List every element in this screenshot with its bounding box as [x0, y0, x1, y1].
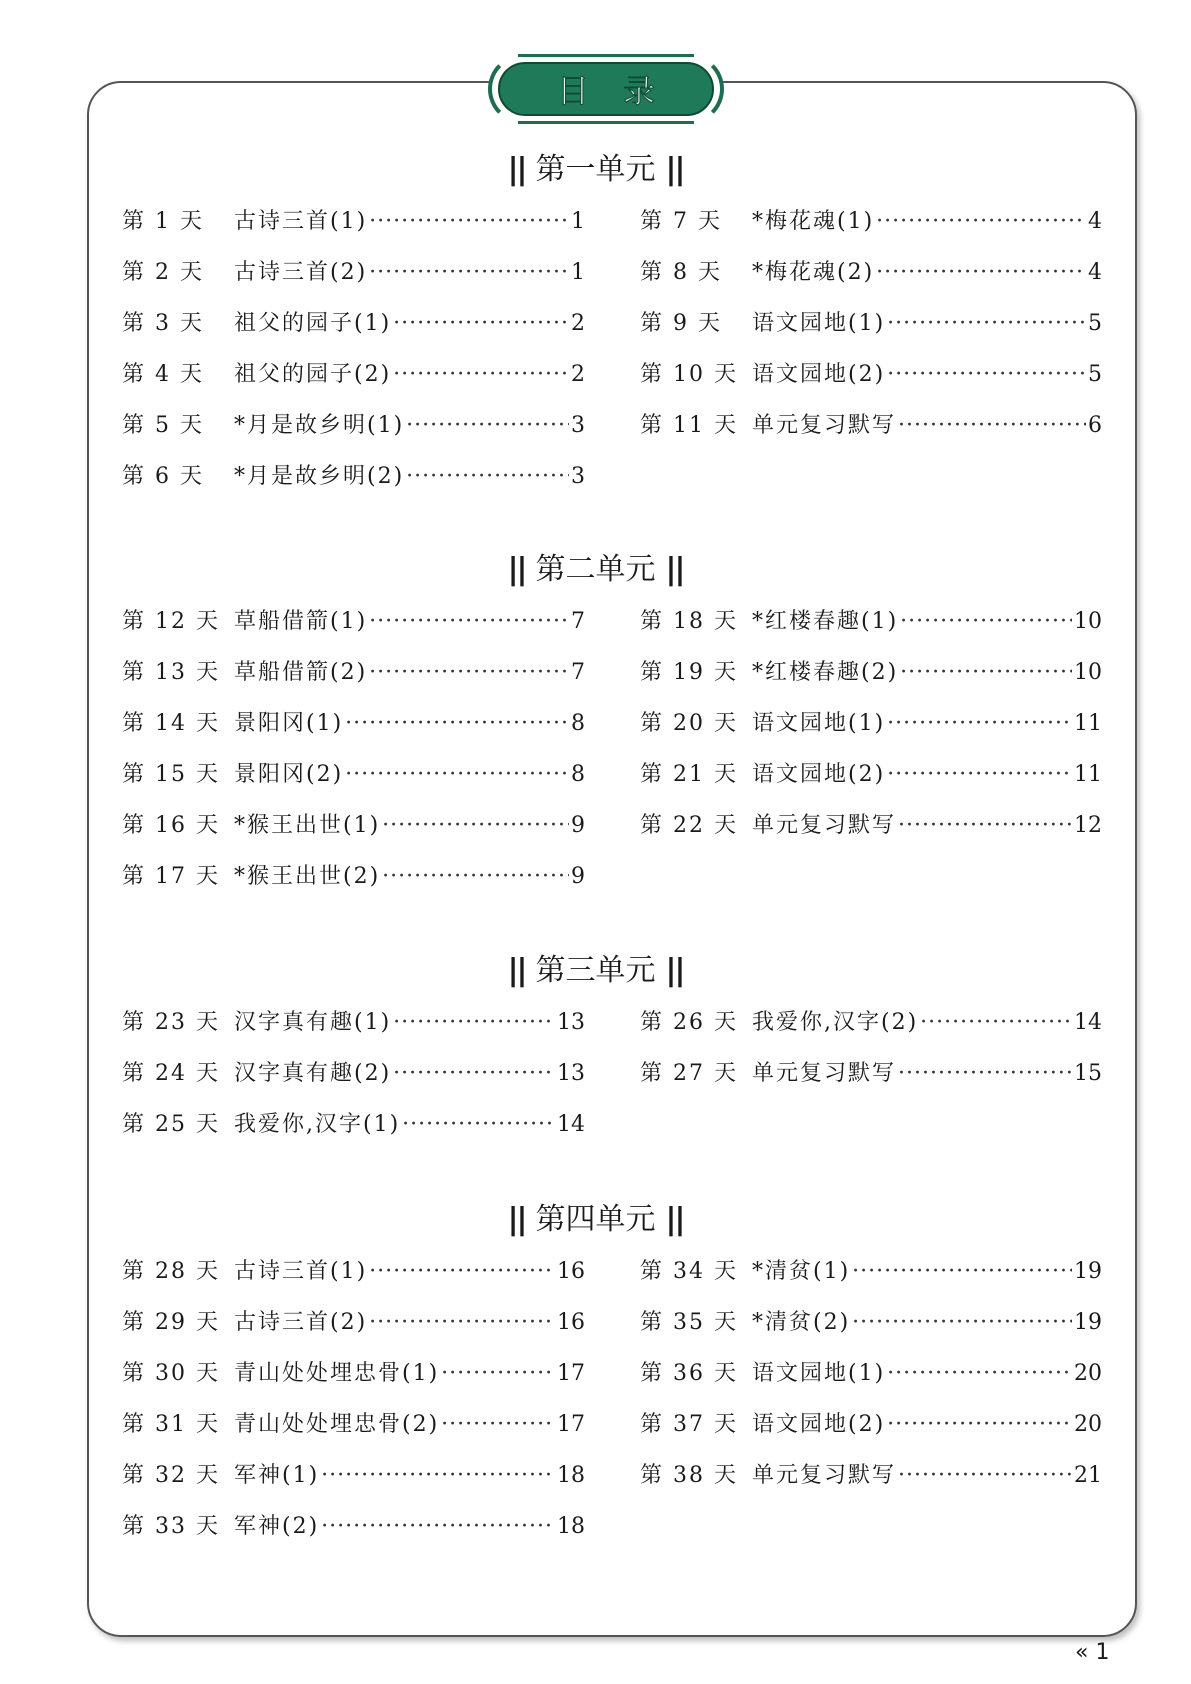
heading-bar-icon: ||: [507, 152, 526, 187]
toc-title: 单元复习默写: [752, 1061, 897, 1086]
toc-page: 19: [1074, 1259, 1102, 1284]
toc-column-right: [640, 1005, 1102, 1107]
heading-bar-icon: ||: [507, 552, 526, 587]
toc-day: 第 33 天: [122, 1514, 220, 1539]
unit-heading-text: 第二单元: [535, 552, 656, 587]
toc-entry[interactable]: [122, 604, 585, 655]
toc-leader-dots: [887, 1412, 1072, 1437]
toc-entry[interactable]: [640, 1305, 1102, 1356]
toc-page: 14: [557, 1112, 585, 1137]
toc-leader-dots: [345, 762, 569, 787]
toc-day: 第 37 天: [640, 1412, 738, 1437]
toc-title: 青山处处埋忠骨(2): [234, 1412, 440, 1437]
toc-title: *猴王出世(1): [234, 813, 381, 838]
toc-day: 第 21 天: [640, 762, 738, 787]
toc-day: 第 36 天: [640, 1361, 738, 1386]
toc-entry[interactable]: [122, 1005, 585, 1056]
toc-title: *梅花魂(2): [752, 260, 875, 285]
heading-bar-icon: ||: [507, 953, 526, 988]
toc-column-left: [122, 1005, 585, 1158]
toc-column-right: [640, 604, 1102, 859]
page-footer: [1075, 1640, 1109, 1665]
toc-title: 语文园地(1): [752, 1361, 886, 1386]
toc-page: 16: [557, 1259, 585, 1284]
toc-leader-dots: [898, 413, 1086, 438]
toc-title: 草船借箭(2): [234, 660, 368, 685]
toc-entry[interactable]: [122, 1458, 585, 1509]
toc-title: 语文园地(1): [752, 711, 886, 736]
toc-entry[interactable]: [122, 1356, 585, 1407]
title-char: 录: [623, 72, 656, 110]
toc-day: 第 32 天: [122, 1463, 220, 1488]
toc-day: 第 38 天: [640, 1463, 738, 1488]
toc-title: *月是故乡明(1): [234, 413, 405, 438]
toc-page: 10: [1074, 609, 1102, 634]
toc-day: 第 10 天: [640, 362, 738, 387]
toc-title: 单元复习默写: [752, 413, 897, 438]
toc-title: 语文园地(2): [752, 762, 886, 787]
heading-bar-icon: ||: [665, 552, 684, 587]
toc-page: 7: [571, 660, 585, 685]
unit-heading: [0, 949, 1191, 993]
toc-entry[interactable]: [640, 706, 1102, 757]
toc-title: 景阳冈(2): [234, 762, 344, 787]
unit-heading: [0, 148, 1191, 192]
toc-page: 18: [557, 1514, 585, 1539]
toc-title: 单元复习默写: [752, 813, 897, 838]
toc-entry[interactable]: [122, 757, 585, 808]
toc-leader-dots: [876, 260, 1086, 285]
toc-title: 古诗三首(2): [234, 260, 368, 285]
toc-leader-dots: [441, 1412, 555, 1437]
toc-entry[interactable]: [122, 706, 585, 757]
toc-leader-dots: [887, 762, 1072, 787]
toc-leader-dots: [920, 1010, 1072, 1035]
toc-entry[interactable]: [640, 1458, 1102, 1509]
toc-leader-dots: [393, 311, 569, 336]
toc-entry[interactable]: [122, 255, 585, 306]
unit-heading-text: 第四单元: [535, 1202, 656, 1237]
toc-entry[interactable]: [640, 255, 1102, 306]
toc-entry[interactable]: [640, 1254, 1102, 1305]
toc-page: 21: [1074, 1463, 1102, 1488]
toc-day: 第 8 天: [640, 260, 722, 285]
toc-page: 9: [571, 813, 585, 838]
toc-day: 第 11 天: [640, 413, 738, 438]
unit-section: [0, 548, 1191, 889]
toc-title: 语文园地(2): [752, 1412, 886, 1437]
toc-page: 19: [1074, 1310, 1102, 1335]
toc-leader-dots: [887, 362, 1086, 387]
toc-day: 第 19 天: [640, 660, 738, 685]
toc-leader-dots: [852, 1310, 1072, 1335]
toc-title: 草船借箭(1): [234, 609, 368, 634]
toc-leader-dots: [369, 609, 569, 634]
toc-page: 17: [557, 1361, 585, 1386]
toc-leader-dots: [393, 362, 569, 387]
toc-day: 第 4 天: [122, 362, 204, 387]
toc-page: 3: [571, 464, 585, 489]
toc-day: 第 22 天: [640, 813, 738, 838]
toc-leader-dots: [898, 1463, 1072, 1488]
toc-column-right: [640, 204, 1102, 459]
toc-page: 14: [1074, 1010, 1102, 1035]
toc-page: 2: [571, 311, 585, 336]
toc-page: 15: [1074, 1061, 1102, 1086]
toc-title: 汉字真有趣(1): [234, 1010, 392, 1035]
toc-day: 第 9 天: [640, 311, 722, 336]
unit-section: [0, 1198, 1191, 1539]
toc-entry[interactable]: [122, 357, 585, 408]
toc-leader-dots: [382, 864, 569, 889]
unit-section: [0, 949, 1191, 1137]
toc-leader-dots: [900, 660, 1072, 685]
toc-page: 7: [571, 609, 585, 634]
toc-entry[interactable]: [640, 1407, 1102, 1458]
toc-title: 语文园地(2): [752, 362, 886, 387]
toc-title: 我爱你,汉字(1): [234, 1112, 401, 1137]
heading-bar-icon: ||: [665, 953, 684, 988]
unit-section: [0, 148, 1191, 489]
toc-title: *红楼春趣(2): [752, 660, 899, 685]
unit-heading: [0, 1198, 1191, 1242]
page-marker: «: [1075, 1640, 1089, 1665]
toc-day: 第 1 天: [122, 209, 204, 234]
toc-day: 第 5 天: [122, 413, 204, 438]
toc-column-left: [122, 204, 585, 510]
toc-day: 第 35 天: [640, 1310, 738, 1335]
toc-leader-dots: [887, 711, 1072, 736]
toc-title: 古诗三首(1): [234, 1259, 368, 1284]
toc-page: 20: [1074, 1412, 1102, 1437]
toc-leader-dots: [369, 209, 569, 234]
toc-leader-dots: [369, 1310, 555, 1335]
toc-page: 12: [1074, 813, 1102, 838]
toc-page: 8: [571, 762, 585, 787]
toc-day: 第 27 天: [640, 1061, 738, 1086]
toc-entry[interactable]: [122, 1407, 585, 1458]
toc-entry[interactable]: [122, 204, 585, 255]
toc-title: *清贫(1): [752, 1259, 851, 1284]
toc-leader-dots: [852, 1259, 1072, 1284]
toc-page: 1: [571, 260, 585, 285]
toc-title: 汉字真有趣(2): [234, 1061, 392, 1086]
toc-page: 9: [571, 864, 585, 889]
toc-day: 第 12 天: [122, 609, 220, 634]
toc-entry[interactable]: [640, 204, 1102, 255]
toc-leader-dots: [887, 311, 1086, 336]
toc-leader-dots: [876, 209, 1086, 234]
toc-day: 第 15 天: [122, 762, 220, 787]
toc-day: 第 7 天: [640, 209, 722, 234]
toc-title: 我爱你,汉字(2): [752, 1010, 919, 1035]
toc-entry[interactable]: [122, 1056, 585, 1107]
toc-leader-dots: [406, 464, 569, 489]
toc-leader-dots: [898, 1061, 1072, 1086]
toc-entry[interactable]: [640, 306, 1102, 357]
toc-entry[interactable]: [122, 408, 585, 459]
toc-title: *红楼春趣(1): [752, 609, 899, 634]
toc-page: 2: [571, 362, 585, 387]
toc-column-right: [640, 1254, 1102, 1509]
toc-day: 第 16 天: [122, 813, 220, 838]
toc-title: 青山处处埋忠骨(1): [234, 1361, 440, 1386]
toc-entry[interactable]: [640, 808, 1102, 859]
unit-heading-text: 第三单元: [535, 953, 656, 988]
toc-leader-dots: [369, 1259, 555, 1284]
toc-title: *猴王出世(2): [234, 864, 381, 889]
toc-title: 军神(1): [234, 1463, 320, 1488]
toc-title: 景阳冈(1): [234, 711, 344, 736]
toc-column-left: [122, 604, 585, 910]
toc-day: 第 6 天: [122, 464, 204, 489]
toc-title: 祖父的园子(1): [234, 311, 392, 336]
page-number: 1: [1095, 1640, 1110, 1665]
toc-entry[interactable]: [122, 808, 585, 859]
toc-day: 第 26 天: [640, 1010, 738, 1035]
toc-day: 第 2 天: [122, 260, 204, 285]
toc-day: 第 20 天: [640, 711, 738, 736]
toc-entry[interactable]: [640, 655, 1102, 706]
toc-page: 5: [1088, 362, 1102, 387]
toc-page: 11: [1074, 762, 1102, 787]
toc-page: 13: [557, 1010, 585, 1035]
toc-title: 古诗三首(2): [234, 1310, 368, 1335]
toc-entry[interactable]: [122, 859, 585, 910]
toc-entry[interactable]: [122, 459, 585, 510]
toc-day: 第 14 天: [122, 711, 220, 736]
unit-heading: [0, 548, 1191, 592]
toc-leader-dots: [393, 1010, 555, 1035]
toc-title: 祖父的园子(2): [234, 362, 392, 387]
toc-page: 4: [1088, 209, 1102, 234]
toc-day: 第 24 天: [122, 1061, 220, 1086]
toc-leader-dots: [887, 1361, 1072, 1386]
heading-bar-icon: ||: [665, 1202, 684, 1237]
toc-page: 5: [1088, 311, 1102, 336]
toc-entry[interactable]: [122, 655, 585, 706]
title-char: 目: [556, 72, 589, 110]
toc-leader-dots: [321, 1514, 555, 1539]
toc-entry[interactable]: [640, 1056, 1102, 1107]
toc-title: 语文园地(1): [752, 311, 886, 336]
toc-day: 第 13 天: [122, 660, 220, 685]
toc-column-left: [122, 1254, 585, 1560]
toc-title: 单元复习默写: [752, 1463, 897, 1488]
toc-leader-dots: [898, 813, 1072, 838]
toc-day: 第 31 天: [122, 1412, 220, 1437]
toc-day: 第 28 天: [122, 1259, 220, 1284]
toc-leader-dots: [402, 1112, 555, 1137]
toc-entry[interactable]: [640, 1356, 1102, 1407]
heading-bar-icon: ||: [665, 152, 684, 187]
toc-page: 4: [1088, 260, 1102, 285]
toc-entry[interactable]: [122, 1305, 585, 1356]
toc-entry[interactable]: [640, 357, 1102, 408]
toc-leader-dots: [441, 1361, 555, 1386]
toc-entry[interactable]: [640, 604, 1102, 655]
toc-page: 6: [1088, 413, 1102, 438]
toc-page: 8: [571, 711, 585, 736]
toc-entry[interactable]: [122, 306, 585, 357]
toc-entry[interactable]: [640, 757, 1102, 808]
toc-title: *梅花魂(1): [752, 209, 875, 234]
heading-bar-icon: ||: [507, 1202, 526, 1237]
toc-page: 1: [571, 209, 585, 234]
toc-entry[interactable]: [640, 1005, 1102, 1056]
toc-day: 第 17 天: [122, 864, 220, 889]
unit-heading-text: 第一单元: [535, 152, 656, 187]
toc-entry[interactable]: [122, 1107, 585, 1158]
toc-leader-dots: [406, 413, 569, 438]
toc-page: 11: [1074, 711, 1102, 736]
toc-page: 18: [557, 1463, 585, 1488]
toc-page: 10: [1074, 660, 1102, 685]
toc-day: 第 3 天: [122, 311, 204, 336]
toc-entry[interactable]: [122, 1254, 585, 1305]
toc-title: 古诗三首(1): [234, 209, 368, 234]
title-banner: [498, 62, 714, 116]
toc-leader-dots: [900, 609, 1072, 634]
toc-page: 17: [557, 1412, 585, 1437]
title-banner-line: [518, 121, 694, 124]
toc-page: 20: [1074, 1361, 1102, 1386]
toc-page: 13: [557, 1061, 585, 1086]
toc-leader-dots: [369, 660, 569, 685]
toc-entry[interactable]: [640, 408, 1102, 459]
toc-leader-dots: [382, 813, 569, 838]
toc-leader-dots: [345, 711, 569, 736]
toc-title: 军神(2): [234, 1514, 320, 1539]
toc-title: *清贫(2): [752, 1310, 851, 1335]
title-banner-line: [518, 54, 694, 57]
toc-day: 第 34 天: [640, 1259, 738, 1284]
toc-page: 3: [571, 413, 585, 438]
toc-entry[interactable]: [122, 1509, 585, 1560]
toc-leader-dots: [369, 260, 569, 285]
toc-day: 第 23 天: [122, 1010, 220, 1035]
toc-page: 16: [557, 1310, 585, 1335]
toc-day: 第 29 天: [122, 1310, 220, 1335]
toc-day: 第 30 天: [122, 1361, 220, 1386]
toc-leader-dots: [393, 1061, 555, 1086]
toc-day: 第 18 天: [640, 609, 738, 634]
toc-leader-dots: [321, 1463, 555, 1488]
toc-title: *月是故乡明(2): [234, 464, 405, 489]
toc-day: 第 25 天: [122, 1112, 220, 1137]
